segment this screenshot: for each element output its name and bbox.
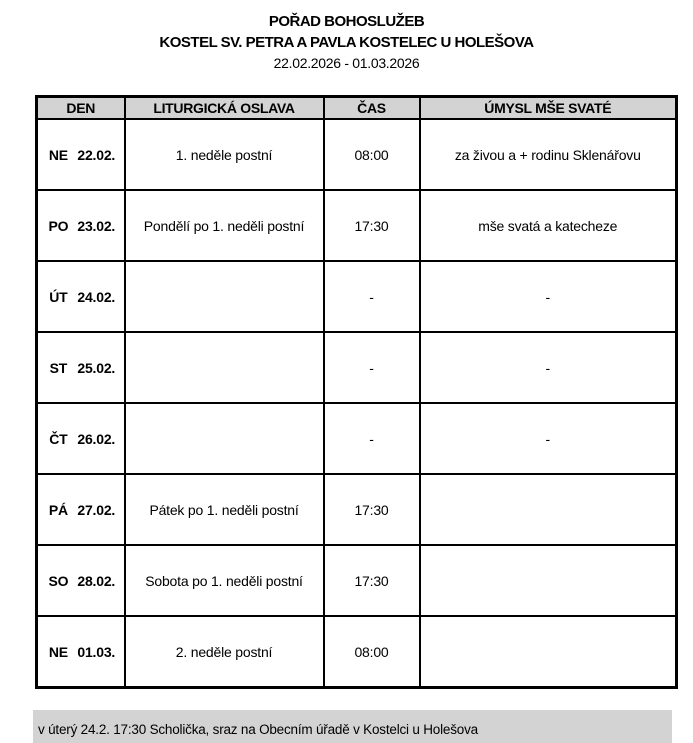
day-cell <box>37 616 125 688</box>
table-row <box>37 190 677 261</box>
day-cell <box>37 545 125 616</box>
time-cell: - <box>324 403 420 474</box>
day-abbreviation: ČT <box>49 430 68 447</box>
time-cell: - <box>324 332 420 403</box>
header-time: ČAS <box>324 97 420 120</box>
liturgy-cell <box>125 332 324 403</box>
liturgy-cell <box>125 403 324 474</box>
day-abbreviation: ST <box>49 359 68 376</box>
church-name: KOSTEL SV. PETRA A PAVLA KOSTELEC U HOLEŠOVA <box>159 34 534 51</box>
intention-cell: - <box>420 332 677 403</box>
page-title: POŘAD BOHOSLUŽEB <box>268 13 425 30</box>
day-cell <box>37 403 125 474</box>
table-row <box>37 332 677 403</box>
intention-cell <box>420 474 677 545</box>
header-day: DEN <box>37 97 125 120</box>
table-row <box>37 545 677 616</box>
day-cell <box>37 119 125 190</box>
time-cell: 08:00 <box>324 119 420 190</box>
day-date: 28.02. <box>77 572 116 589</box>
liturgy-cell: Sobota po 1. neděli postní <box>125 545 324 616</box>
table-row <box>37 119 677 190</box>
schedule-table-body <box>37 119 677 688</box>
day-cell <box>37 261 125 332</box>
day-abbreviation: ÚT <box>49 288 68 305</box>
day-cell <box>37 190 125 261</box>
day-abbreviation: SO <box>48 572 69 589</box>
day-abbreviation: PÁ <box>48 501 68 518</box>
day-date: 27.02. <box>77 501 116 518</box>
schedule-table <box>35 95 678 689</box>
day-abbreviation: NE <box>48 146 68 163</box>
time-cell: 08:00 <box>324 616 420 688</box>
liturgy-cell: Pátek po 1. neděli postní <box>125 474 324 545</box>
day-date: 25.02. <box>77 359 116 376</box>
intention-cell: - <box>420 261 677 332</box>
day-date: 23.02. <box>77 217 116 234</box>
liturgy-cell: Pondělí po 1. neděli postní <box>125 190 324 261</box>
day-cell <box>37 332 125 403</box>
day-date: 01.03. <box>77 643 116 660</box>
table-row <box>37 261 677 332</box>
time-cell: 17:30 <box>324 190 420 261</box>
table-row <box>37 616 677 688</box>
liturgy-cell: 2. neděle postní <box>125 616 324 688</box>
liturgy-cell: 1. neděle postní <box>125 119 324 190</box>
header-liturgical-celebration: LITURGICKÁ OSLAVA <box>125 97 324 120</box>
intention-cell <box>420 616 677 688</box>
intention-cell: za živou a + rodinu Sklenářovu <box>420 119 677 190</box>
table-row <box>37 474 677 545</box>
intention-cell <box>420 545 677 616</box>
day-abbreviation: NE <box>48 643 68 660</box>
date-range: 22.02.2026 - 01.03.2026 <box>273 55 420 71</box>
intention-cell: mše svatá a katecheze <box>420 190 677 261</box>
time-cell: 17:30 <box>324 474 420 545</box>
intention-cell: - <box>420 403 677 474</box>
day-abbreviation: PO <box>48 217 69 234</box>
time-cell: - <box>324 261 420 332</box>
day-cell <box>37 474 125 545</box>
day-date: 26.02. <box>77 430 116 447</box>
footer-note: v úterý 24.2. 17:30 Scholička, sraz na Obecním úřadě v Kostelci u Holešova <box>33 710 672 743</box>
day-date: 24.02. <box>77 288 116 305</box>
title-block <box>0 0 693 74</box>
table-header-row <box>37 97 677 120</box>
day-date: 22.02. <box>77 146 116 163</box>
header-mass-intention: ÚMYSL MŠE SVATÉ <box>420 97 677 120</box>
time-cell: 17:30 <box>324 545 420 616</box>
table-row <box>37 403 677 474</box>
liturgy-cell <box>125 261 324 332</box>
